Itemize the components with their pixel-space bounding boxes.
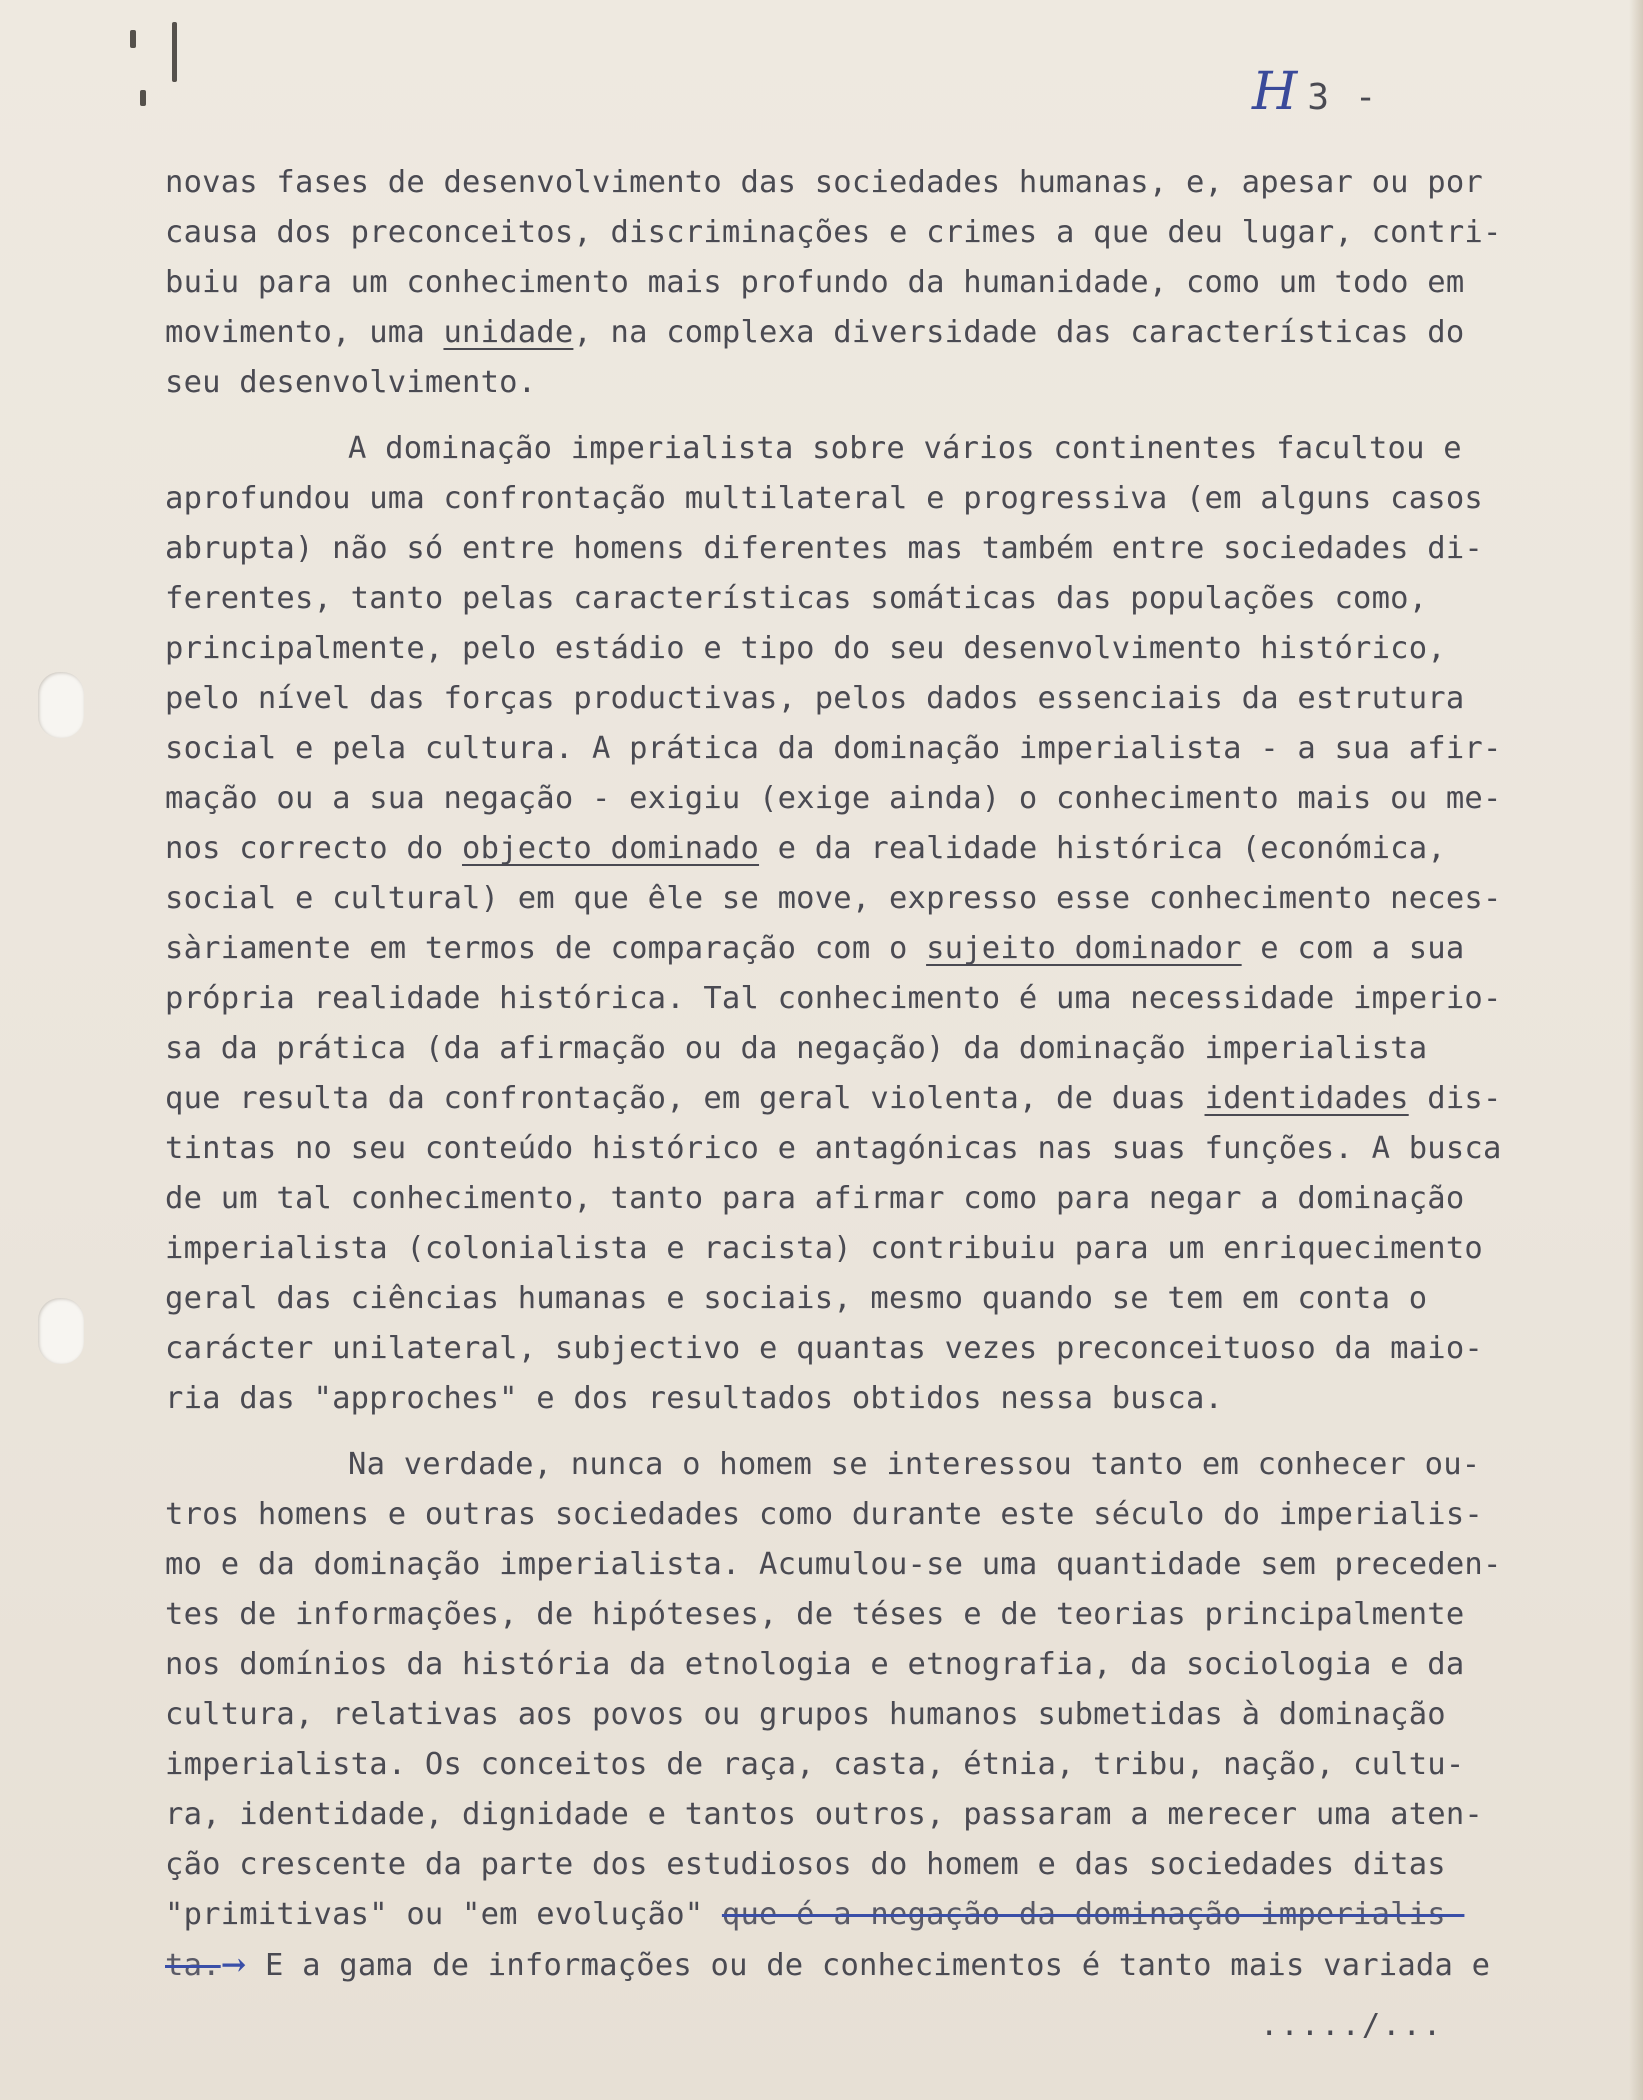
body-text — [165, 158, 1635, 1990]
text-line: tes de informações, de hipóteses, de téses e de teorias principalmente — [165, 1597, 1465, 1632]
continuation-mark: ...../... — [1260, 2008, 1444, 2043]
struck-out-text: que é a negação da dominação imperialis- — [721, 1897, 1465, 1932]
page-number-handwritten: H — [1252, 62, 1300, 122]
text-line: tintas no seu conteúdo histórico e antagónicas nas suas funções. A busca — [165, 1131, 1502, 1166]
text-line-with-insertion — [165, 1940, 1635, 1990]
ink-speck — [140, 90, 146, 106]
text-line: causa dos preconceitos, discriminações e crimes a que deu lugar, contri- — [165, 215, 1502, 250]
paragraph-gap — [165, 1424, 1635, 1440]
paragraph-gap — [165, 408, 1635, 424]
text-line: seu desenvolvimento. — [165, 365, 537, 400]
insertion-arrow-icon: → — [220, 1947, 247, 1983]
text-line: principalmente, pelo estádio e tipo do seu desenvolvimento histórico, — [165, 631, 1446, 666]
ink-speck — [172, 22, 177, 82]
text-line: própria realidade histórica. Tal conhecimento é uma necessidade imperio- — [165, 981, 1502, 1016]
underlined-phrase: identidades — [1204, 1081, 1409, 1116]
text-line: social e cultural) em que êle se move, expresso esse conhecimento neces- — [165, 881, 1502, 916]
text-line: buiu para um conhecimento mais profundo da humanidade, como um todo em — [165, 265, 1465, 300]
text-line: cultura, relativas aos povos ou grupos humanos submetidas à dominação — [165, 1697, 1446, 1732]
text-line: ção crescente da parte dos estudiosos do homem e das sociedades ditas — [165, 1847, 1446, 1882]
text-line: pelo nível das forças productivas, pelos dados essenciais da estrutura — [165, 681, 1465, 716]
text-line: sa da prática (da afirmação ou da negação) da dominação imperialista — [165, 1031, 1428, 1066]
underlined-phrase: objecto dominado — [462, 831, 760, 866]
text-line-with-strikeout — [165, 1890, 1635, 1940]
text-line: sàriamente em termos de comparação com o sujeito dominador e com a sua — [165, 931, 1465, 966]
text-line: carácter unilateral, subjectivo e quantas vezes preconceituoso da maio- — [165, 1331, 1483, 1366]
text-line: ferentes, tanto pelas características somáticas das populações como, — [165, 581, 1428, 616]
text-segment: "primitivas" ou "em evolução" — [165, 1897, 704, 1932]
punch-hole-bottom — [38, 1298, 84, 1364]
page-number-typed: 3 - — [1307, 77, 1379, 118]
text-line: mo e da dominação imperialista. Acumulou-se uma quantidade sem preceden- — [165, 1547, 1502, 1582]
text-line: social e pela cultura. A prática da dominação imperialista - a sua afir- — [165, 731, 1502, 766]
text-line: que resulta da confrontação, em geral violenta, de duas identidades dis- — [165, 1081, 1502, 1116]
text-line: ra, identidade, dignidade e tantos outros, passaram a merecer uma aten- — [165, 1797, 1483, 1832]
underlined-phrase: unidade — [443, 315, 574, 350]
text-line: tros homens e outras sociedades como durante este século do imperialis- — [165, 1497, 1483, 1532]
punch-hole-top — [38, 672, 84, 738]
text-line: imperialista. Os conceitos de raça, casta, étnia, tribu, nação, cultu- — [165, 1747, 1465, 1782]
text-line: de um tal conhecimento, tanto para afirmar como para negar a dominação — [165, 1181, 1465, 1216]
text-line: nos domínios da história da etnologia e etnografia, da sociologia e da — [165, 1647, 1465, 1682]
text-line: Na verdade, nunca o homem se interessou tanto em conhecer ou- — [348, 1447, 1481, 1482]
text-line: novas fases de desenvolvimento das sociedades humanas, e, apesar ou por — [165, 165, 1483, 200]
text-line: movimento, uma unidade, na complexa diversidade das características do — [165, 315, 1465, 350]
text-line: aprofundou uma confrontação multilateral e progressiva (em alguns casos — [165, 481, 1483, 516]
text-line: nos correcto do objecto dominado e da realidade histórica (económica, — [165, 831, 1446, 866]
ink-speck — [130, 30, 136, 48]
text-line: mação ou a sua negação - exigiu (exige ainda) o conhecimento mais ou me- — [165, 781, 1502, 816]
text-line: abrupta) não só entre homens diferentes mas também entre sociedades di- — [165, 531, 1483, 566]
text-line: imperialista (colonialista e racista) contribuiu para um enriquecimento — [165, 1231, 1483, 1266]
text-line: geral das ciências humanas e sociais, mesmo quando se tem em conta o — [165, 1281, 1428, 1316]
text-line: A dominação imperialista sobre vários continentes facultou e — [348, 431, 1462, 466]
struck-out-text: ta. — [165, 1948, 221, 1983]
underlined-phrase: sujeito dominador — [926, 931, 1242, 966]
page-number — [1252, 62, 1378, 122]
text-line: ria das "approches" e dos resultados obtidos nessa busca. — [165, 1381, 1224, 1416]
text-segment: E a gama de informações ou de conhecimentos é tanto mais variada e — [265, 1948, 1491, 1983]
